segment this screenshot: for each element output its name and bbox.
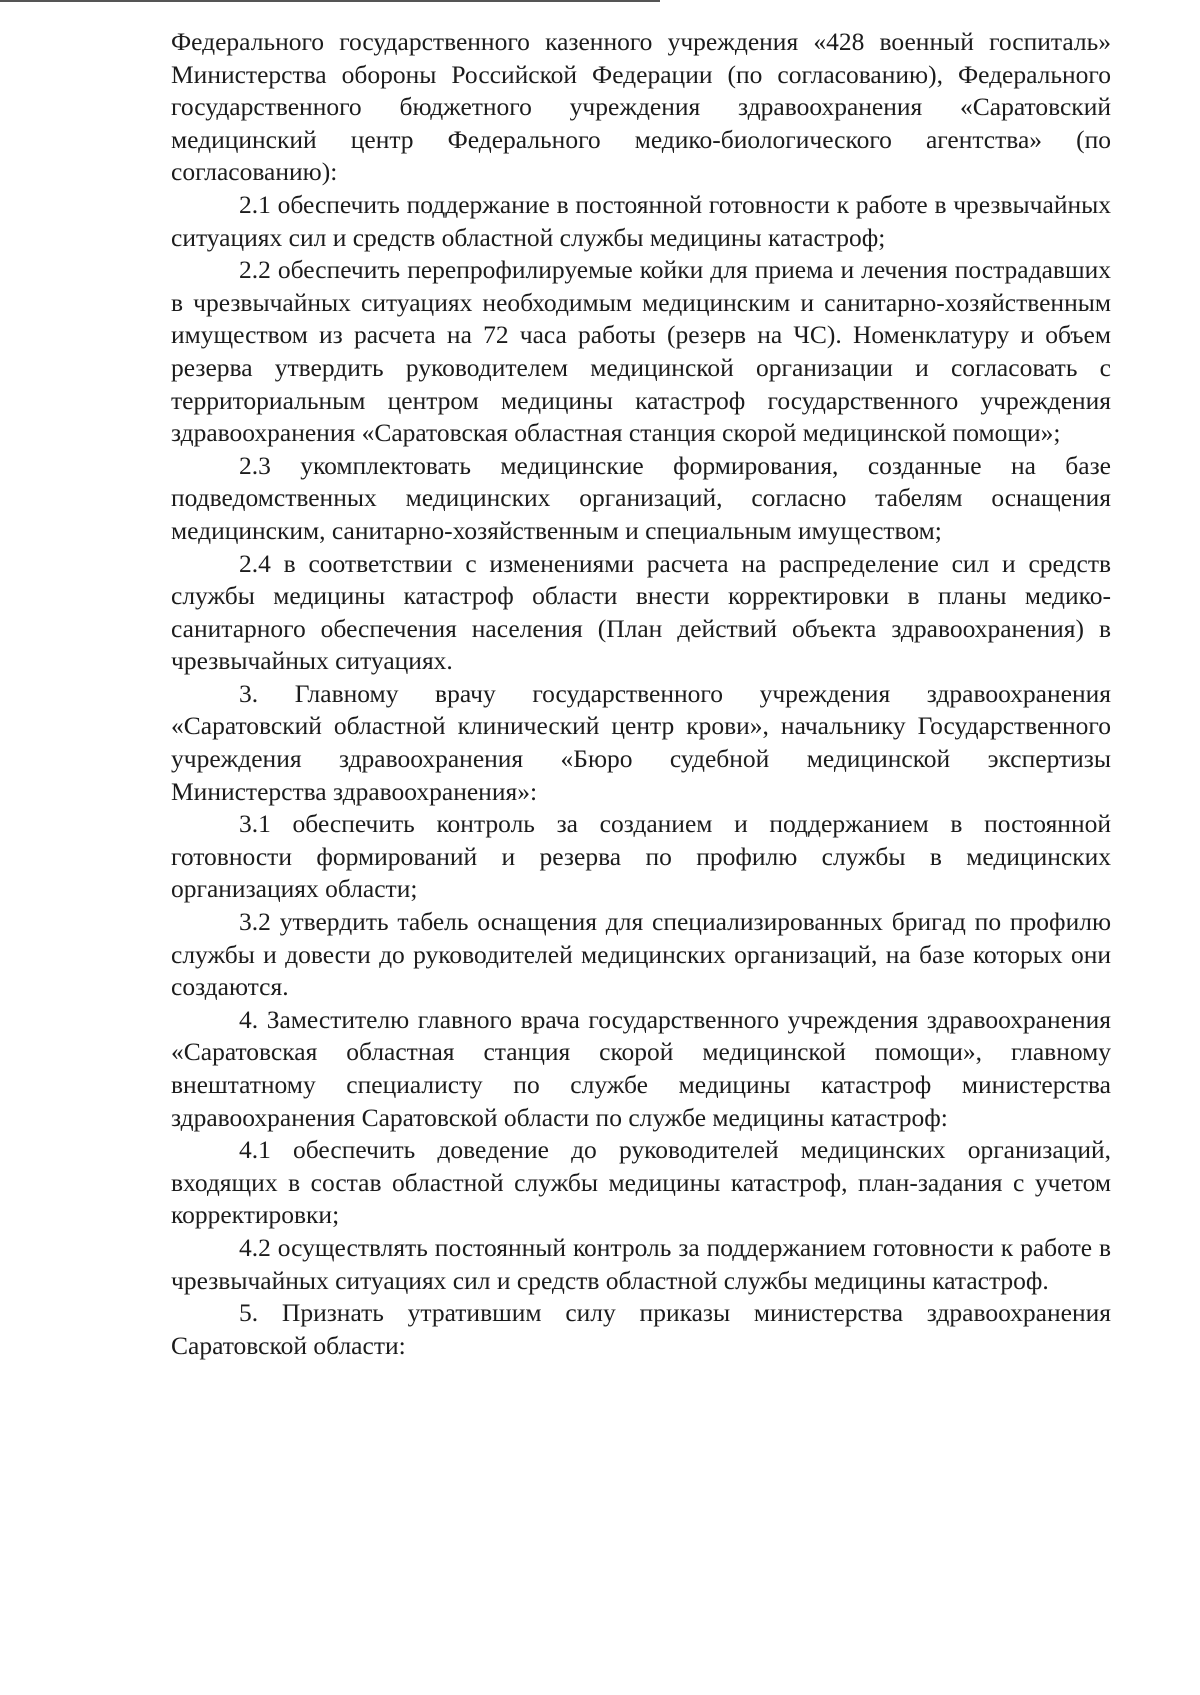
paragraph-3: 3. Главному врачу государственного учреждения здравоохранения «Саратовский областной клинический центр крови», начальнику Государственного учреждения здравоохранения «Бюро судебной медицинской экспертизы Министерства здравоохранения»: <box>171 678 1111 806</box>
paragraph-2-2: 2.2 обеспечить перепрофилируемые койки для приема и лечения пострадавших в чрезвычайных ситуациях необходимым медицинским и санитарно-хозяйственным имуществом из расчета на 72 часа работы (резерв на ЧС). Номенклатуру и объем резерва утвердить руководителем медицинской организации и согласовать с территориальным центром медицины катастроф государственного учреждения здравоохранения «Саратовская областная станция скорой медицинской помощи»; <box>171 255 1111 448</box>
paragraph-5: 5. Признать утратившим силу приказы министерства здравоохранения Саратовской области: <box>171 1298 1111 1360</box>
paragraph-2-1: 2.1 обеспечить поддержание в постоянной готовности к работе в чрезвычайных ситуациях сил и средств областной службы медицины катастроф; <box>171 189 1111 252</box>
top-divider <box>0 0 660 2</box>
paragraph-intro: Федерального государственного казенного учреждения «428 военный госпиталь» Министерства обороны Российской Федерации (по согласованию), Федерального государственного бюджетного учреждения здравоохранения «Саратовский медицинский центр Федерального медико-биологического агентства» (по согласованию): <box>171 27 1111 187</box>
paragraph-2-4: 2.4 в соответствии с изменениями расчета на распределение сил и средств службы медицины катастроф области внести корректировки в планы медико-санитарного обеспечения населения (План действий объекта здравоохранения) в чрезвычайных ситуациях. <box>171 548 1111 676</box>
paragraph-4-2: 4.2 осуществлять постоянный контроль за поддержанием готовности к работе в чрезвычайных ситуациях сил и средств областной службы медицины катастроф. <box>171 1232 1111 1295</box>
paragraph-3-2: 3.2 утвердить табель оснащения для специализированных бригад по профилю службы и довести до руководителей медицинских организаций, на базе которых они создаются. <box>171 907 1111 1002</box>
paragraph-4: 4. Заместителю главного врача государственного учреждения здравоохранения «Саратовская областная станция скорой медицинской помощи», главному внештатному специалисту по службе медицины катастроф министерства здравоохранения Саратовской области по службе медицины катастроф: <box>171 1004 1111 1132</box>
paragraph-2-3: 2.3 укомплектовать медицинские формирования, созданные на базе подведомственных медицинских организаций, согласно табелям оснащения медицинским, санитарно-хозяйственным и специальным имуществом; <box>171 450 1111 545</box>
paragraph-3-1: 3.1 обеспечить контроль за созданием и поддержанием в постоянной готовности формирований и резерва по профилю службы в медицинских организациях области; <box>171 809 1111 904</box>
document-body <box>171 26 1111 1362</box>
paragraph-4-1: 4.1 обеспечить доведение до руководителей медицинских организаций, входящих в состав областной службы медицины катастроф, план-задания с учетом корректировки; <box>171 1135 1111 1230</box>
